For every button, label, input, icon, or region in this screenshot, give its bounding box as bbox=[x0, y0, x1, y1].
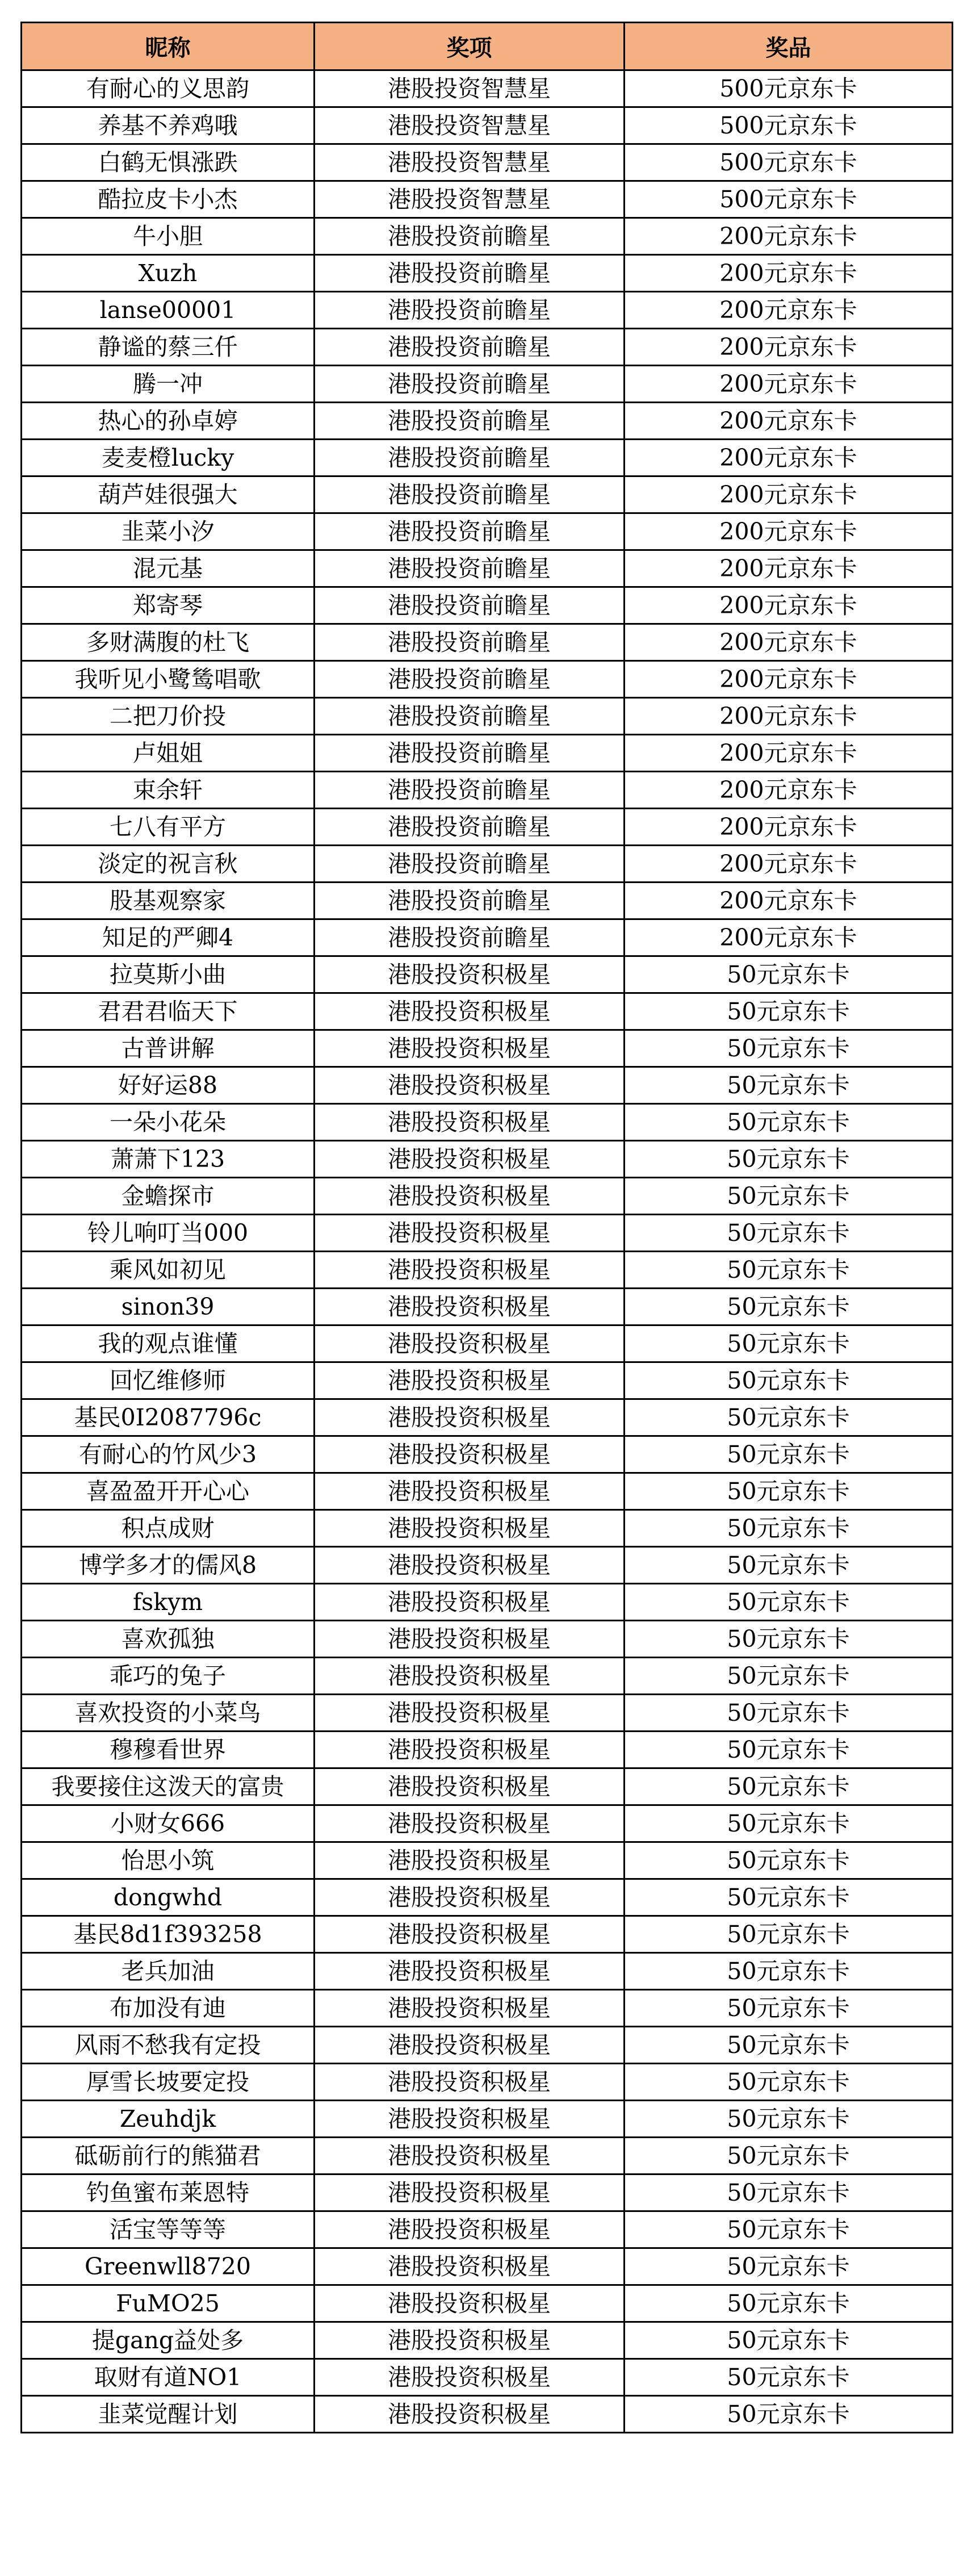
nickname-cell: 束余轩 bbox=[22, 772, 315, 809]
award-cell: 港股投资积极星 bbox=[315, 1805, 625, 1842]
nickname-cell: 古普讲解 bbox=[22, 1030, 315, 1067]
nickname-cell: 喜欢孤独 bbox=[22, 1621, 315, 1658]
award-cell: 港股投资积极星 bbox=[315, 1953, 625, 1990]
nickname-cell: 金蟾探市 bbox=[22, 1178, 315, 1215]
award-cell: 港股投资积极星 bbox=[315, 1768, 625, 1805]
nickname-cell: 布加没有迪 bbox=[22, 1990, 315, 2027]
nickname-cell: 郑寄琴 bbox=[22, 587, 315, 624]
nickname-cell: 老兵加油 bbox=[22, 1953, 315, 1990]
nickname-cell: lanse00001 bbox=[22, 292, 315, 329]
prize-cell: 50元京东卡 bbox=[625, 2359, 953, 2396]
table-row bbox=[22, 587, 953, 624]
award-cell: 港股投资积极星 bbox=[315, 2211, 625, 2248]
table-body bbox=[22, 70, 953, 2433]
nickname-cell: 二把刀价投 bbox=[22, 698, 315, 735]
nickname-cell: 韭菜觉醒计划 bbox=[22, 2396, 315, 2433]
nickname-cell: 酷拉皮卡小杰 bbox=[22, 181, 315, 218]
header-nickname: 昵称 bbox=[22, 23, 315, 70]
nickname-cell: 股基观察家 bbox=[22, 883, 315, 919]
table-row bbox=[22, 772, 953, 809]
nickname-cell: 取财有道NO1 bbox=[22, 2359, 315, 2396]
award-cell: 港股投资积极星 bbox=[315, 1399, 625, 1436]
award-cell: 港股投资积极星 bbox=[315, 1732, 625, 1768]
prize-cell: 200元京东卡 bbox=[625, 440, 953, 476]
award-cell: 港股投资积极星 bbox=[315, 956, 625, 993]
prize-cell: 200元京东卡 bbox=[625, 846, 953, 883]
award-cell: 港股投资积极星 bbox=[315, 1695, 625, 1732]
prize-cell: 200元京东卡 bbox=[625, 550, 953, 587]
header-prize: 奖品 bbox=[625, 23, 953, 70]
prize-cell: 50元京东卡 bbox=[625, 1842, 953, 1879]
award-cell: 港股投资积极星 bbox=[315, 993, 625, 1030]
prize-cell: 50元京东卡 bbox=[625, 1953, 953, 1990]
nickname-cell: FuMO25 bbox=[22, 2285, 315, 2322]
nickname-cell: dongwhd bbox=[22, 1879, 315, 1916]
award-cell: 港股投资前瞻星 bbox=[315, 809, 625, 846]
table-row bbox=[22, 1805, 953, 1842]
award-cell: 港股投资积极星 bbox=[315, 1178, 625, 1215]
award-cell: 港股投资积极星 bbox=[315, 1658, 625, 1695]
prize-cell: 50元京东卡 bbox=[625, 1658, 953, 1695]
prize-cell: 200元京东卡 bbox=[625, 698, 953, 735]
prize-cell: 200元京东卡 bbox=[625, 883, 953, 919]
award-cell: 港股投资积极星 bbox=[315, 1325, 625, 1362]
award-cell: 港股投资前瞻星 bbox=[315, 846, 625, 883]
table-row bbox=[22, 1732, 953, 1768]
nickname-cell: 知足的严卿4 bbox=[22, 919, 315, 956]
table-row bbox=[22, 1953, 953, 1990]
nickname-cell: Greenwll8720 bbox=[22, 2248, 315, 2285]
table-row bbox=[22, 1067, 953, 1104]
nickname-cell: 多财满腹的杜飞 bbox=[22, 624, 315, 661]
prize-cell: 50元京东卡 bbox=[625, 1695, 953, 1732]
nickname-cell: 厚雪长坡要定投 bbox=[22, 2064, 315, 2101]
prize-cell: 50元京东卡 bbox=[625, 1584, 953, 1621]
prize-cell: 50元京东卡 bbox=[625, 2027, 953, 2064]
nickname-cell: 基民8d1f393258 bbox=[22, 1916, 315, 1953]
header-row bbox=[22, 23, 953, 70]
nickname-cell: 葫芦娃很强大 bbox=[22, 476, 315, 513]
nickname-cell: 白鹤无惧涨跌 bbox=[22, 144, 315, 181]
table-row bbox=[22, 550, 953, 587]
table-row bbox=[22, 1695, 953, 1732]
table-row bbox=[22, 846, 953, 883]
prize-cell: 50元京东卡 bbox=[625, 2248, 953, 2285]
table-row bbox=[22, 1916, 953, 1953]
prize-cell: 200元京东卡 bbox=[625, 624, 953, 661]
nickname-cell: 提gang益处多 bbox=[22, 2322, 315, 2359]
award-cell: 港股投资积极星 bbox=[315, 2248, 625, 2285]
nickname-cell: 基民0I2087796c bbox=[22, 1399, 315, 1436]
table-row bbox=[22, 2174, 953, 2211]
nickname-cell: 养基不养鸡哦 bbox=[22, 107, 315, 144]
award-cell: 港股投资积极星 bbox=[315, 2064, 625, 2101]
prize-cell: 50元京东卡 bbox=[625, 1362, 953, 1399]
prize-cell: 50元京东卡 bbox=[625, 2064, 953, 2101]
nickname-cell: 我要接住这泼天的富贵 bbox=[22, 1768, 315, 1805]
award-cell: 港股投资积极星 bbox=[315, 1067, 625, 1104]
nickname-cell: 有耐心的义思韵 bbox=[22, 70, 315, 107]
table-row bbox=[22, 1436, 953, 1473]
nickname-cell: 热心的孙卓婷 bbox=[22, 403, 315, 440]
prize-cell: 50元京东卡 bbox=[625, 1252, 953, 1289]
award-cell: 港股投资前瞻星 bbox=[315, 587, 625, 624]
prize-cell: 50元京东卡 bbox=[625, 1621, 953, 1658]
winners-table bbox=[20, 22, 953, 2433]
table-row bbox=[22, 1178, 953, 1215]
table-row bbox=[22, 1252, 953, 1289]
nickname-cell: 怡思小筑 bbox=[22, 1842, 315, 1879]
table-row bbox=[22, 993, 953, 1030]
table-row bbox=[22, 809, 953, 846]
table-row bbox=[22, 218, 953, 255]
nickname-cell: 麦麦橙lucky bbox=[22, 440, 315, 476]
prize-cell: 200元京东卡 bbox=[625, 218, 953, 255]
award-cell: 港股投资前瞻星 bbox=[315, 772, 625, 809]
nickname-cell: 铃儿响叮当000 bbox=[22, 1215, 315, 1252]
table-row bbox=[22, 440, 953, 476]
table-row bbox=[22, 513, 953, 550]
prize-cell: 50元京东卡 bbox=[625, 2101, 953, 2138]
award-cell: 港股投资前瞻星 bbox=[315, 883, 625, 919]
table-header bbox=[22, 23, 953, 70]
prize-cell: 50元京东卡 bbox=[625, 1768, 953, 1805]
table-row bbox=[22, 329, 953, 366]
award-cell: 港股投资积极星 bbox=[315, 2359, 625, 2396]
award-cell: 港股投资积极星 bbox=[315, 1621, 625, 1658]
prize-cell: 50元京东卡 bbox=[625, 2396, 953, 2433]
nickname-cell: 风雨不愁我有定投 bbox=[22, 2027, 315, 2064]
award-cell: 港股投资前瞻星 bbox=[315, 698, 625, 735]
prize-cell: 50元京东卡 bbox=[625, 1215, 953, 1252]
prize-cell: 50元京东卡 bbox=[625, 1990, 953, 2027]
award-cell: 港股投资前瞻星 bbox=[315, 440, 625, 476]
prize-cell: 50元京东卡 bbox=[625, 1104, 953, 1141]
award-cell: 港股投资积极星 bbox=[315, 2322, 625, 2359]
award-cell: 港股投资积极星 bbox=[315, 1289, 625, 1325]
table-row bbox=[22, 366, 953, 403]
prize-cell: 50元京东卡 bbox=[625, 1510, 953, 1547]
award-cell: 港股投资前瞻星 bbox=[315, 292, 625, 329]
table-row bbox=[22, 1584, 953, 1621]
table-row bbox=[22, 1399, 953, 1436]
nickname-cell: 牛小胆 bbox=[22, 218, 315, 255]
prize-cell: 50元京东卡 bbox=[625, 1399, 953, 1436]
prize-cell: 50元京东卡 bbox=[625, 1030, 953, 1067]
nickname-cell: Xuzh bbox=[22, 255, 315, 292]
nickname-cell: 我听见小鹭鸶唱歌 bbox=[22, 661, 315, 698]
table-row bbox=[22, 2101, 953, 2138]
award-cell: 港股投资智慧星 bbox=[315, 181, 625, 218]
award-cell: 港股投资积极星 bbox=[315, 1473, 625, 1510]
nickname-cell: 钓鱼蜜布莱恩特 bbox=[22, 2174, 315, 2211]
prize-cell: 200元京东卡 bbox=[625, 661, 953, 698]
prize-cell: 50元京东卡 bbox=[625, 2322, 953, 2359]
table-row bbox=[22, 956, 953, 993]
nickname-cell: 我的观点谁懂 bbox=[22, 1325, 315, 1362]
nickname-cell: 萧萧下123 bbox=[22, 1141, 315, 1178]
prize-cell: 50元京东卡 bbox=[625, 2138, 953, 2174]
table-row bbox=[22, 698, 953, 735]
prize-cell: 50元京东卡 bbox=[625, 956, 953, 993]
award-cell: 港股投资积极星 bbox=[315, 2101, 625, 2138]
award-cell: 港股投资积极星 bbox=[315, 1510, 625, 1547]
award-cell: 港股投资积极星 bbox=[315, 1842, 625, 1879]
prize-cell: 500元京东卡 bbox=[625, 70, 953, 107]
award-cell: 港股投资前瞻星 bbox=[315, 661, 625, 698]
award-cell: 港股投资智慧星 bbox=[315, 70, 625, 107]
award-cell: 港股投资前瞻星 bbox=[315, 255, 625, 292]
prize-cell: 200元京东卡 bbox=[625, 513, 953, 550]
award-cell: 港股投资积极星 bbox=[315, 1879, 625, 1916]
table-row bbox=[22, 2396, 953, 2433]
table-row bbox=[22, 107, 953, 144]
award-cell: 港股投资积极星 bbox=[315, 1030, 625, 1067]
nickname-cell: 静谧的蔡三仟 bbox=[22, 329, 315, 366]
prize-cell: 200元京东卡 bbox=[625, 366, 953, 403]
table-row bbox=[22, 919, 953, 956]
prize-cell: 50元京东卡 bbox=[625, 1325, 953, 1362]
table-row bbox=[22, 2027, 953, 2064]
prize-cell: 200元京东卡 bbox=[625, 735, 953, 772]
table-row bbox=[22, 661, 953, 698]
table-row bbox=[22, 1473, 953, 1510]
table-row bbox=[22, 1104, 953, 1141]
prize-cell: 50元京东卡 bbox=[625, 1067, 953, 1104]
nickname-cell: 好好运88 bbox=[22, 1067, 315, 1104]
nickname-cell: 拉莫斯小曲 bbox=[22, 956, 315, 993]
table-row bbox=[22, 883, 953, 919]
table-row bbox=[22, 1768, 953, 1805]
nickname-cell: 混元基 bbox=[22, 550, 315, 587]
nickname-cell: 乘风如初见 bbox=[22, 1252, 315, 1289]
nickname-cell: sinon39 bbox=[22, 1289, 315, 1325]
nickname-cell: 君君君临天下 bbox=[22, 993, 315, 1030]
award-cell: 港股投资积极星 bbox=[315, 1141, 625, 1178]
nickname-cell: 穆穆看世界 bbox=[22, 1732, 315, 1768]
award-cell: 港股投资积极星 bbox=[315, 1252, 625, 1289]
table-row bbox=[22, 1362, 953, 1399]
prize-cell: 50元京东卡 bbox=[625, 1289, 953, 1325]
award-cell: 港股投资前瞻星 bbox=[315, 513, 625, 550]
nickname-cell: fskym bbox=[22, 1584, 315, 1621]
award-cell: 港股投资积极星 bbox=[315, 1916, 625, 1953]
table-row bbox=[22, 1510, 953, 1547]
prize-cell: 50元京东卡 bbox=[625, 1141, 953, 1178]
table-row bbox=[22, 476, 953, 513]
table-row bbox=[22, 2322, 953, 2359]
nickname-cell: 韭菜小汐 bbox=[22, 513, 315, 550]
award-cell: 港股投资积极星 bbox=[315, 2285, 625, 2322]
award-cell: 港股投资积极星 bbox=[315, 1547, 625, 1584]
table-row bbox=[22, 403, 953, 440]
header-award: 奖项 bbox=[315, 23, 625, 70]
award-cell: 港股投资积极星 bbox=[315, 1990, 625, 2027]
prize-cell: 200元京东卡 bbox=[625, 772, 953, 809]
nickname-cell: 一朵小花朵 bbox=[22, 1104, 315, 1141]
nickname-cell: 七八有平方 bbox=[22, 809, 315, 846]
prize-cell: 50元京东卡 bbox=[625, 1547, 953, 1584]
nickname-cell: 砥砺前行的熊猫君 bbox=[22, 2138, 315, 2174]
table-row bbox=[22, 1289, 953, 1325]
prize-cell: 500元京东卡 bbox=[625, 144, 953, 181]
award-cell: 港股投资积极星 bbox=[315, 1215, 625, 1252]
prize-cell: 200元京东卡 bbox=[625, 329, 953, 366]
nickname-cell: 小财女666 bbox=[22, 1805, 315, 1842]
prize-cell: 500元京东卡 bbox=[625, 107, 953, 144]
table-row bbox=[22, 1990, 953, 2027]
prize-cell: 200元京东卡 bbox=[625, 919, 953, 956]
award-cell: 港股投资积极星 bbox=[315, 1584, 625, 1621]
nickname-cell: 喜欢投资的小菜鸟 bbox=[22, 1695, 315, 1732]
prize-cell: 200元京东卡 bbox=[625, 255, 953, 292]
award-cell: 港股投资前瞻星 bbox=[315, 218, 625, 255]
prize-cell: 200元京东卡 bbox=[625, 403, 953, 440]
nickname-cell: 活宝等等等 bbox=[22, 2211, 315, 2248]
nickname-cell: Zeuhdjk bbox=[22, 2101, 315, 2138]
prize-cell: 200元京东卡 bbox=[625, 587, 953, 624]
table-row bbox=[22, 2138, 953, 2174]
award-cell: 港股投资前瞻星 bbox=[315, 366, 625, 403]
table-row bbox=[22, 1030, 953, 1067]
prize-cell: 500元京东卡 bbox=[625, 181, 953, 218]
table-row bbox=[22, 735, 953, 772]
award-cell: 港股投资前瞻星 bbox=[315, 329, 625, 366]
table-row bbox=[22, 1215, 953, 1252]
nickname-cell: 乖巧的兔子 bbox=[22, 1658, 315, 1695]
table-row bbox=[22, 2211, 953, 2248]
prize-cell: 200元京东卡 bbox=[625, 476, 953, 513]
table-row bbox=[22, 181, 953, 218]
prize-cell: 50元京东卡 bbox=[625, 1916, 953, 1953]
prize-cell: 50元京东卡 bbox=[625, 1805, 953, 1842]
table-row bbox=[22, 1621, 953, 1658]
prize-cell: 50元京东卡 bbox=[625, 1436, 953, 1473]
nickname-cell: 有耐心的竹风少3 bbox=[22, 1436, 315, 1473]
award-cell: 港股投资智慧星 bbox=[315, 144, 625, 181]
table-row bbox=[22, 70, 953, 107]
award-cell: 港股投资前瞻星 bbox=[315, 735, 625, 772]
table-row bbox=[22, 2285, 953, 2322]
table-row bbox=[22, 1547, 953, 1584]
table-row bbox=[22, 2359, 953, 2396]
prize-cell: 50元京东卡 bbox=[625, 2285, 953, 2322]
award-cell: 港股投资积极星 bbox=[315, 1104, 625, 1141]
award-cell: 港股投资前瞻星 bbox=[315, 624, 625, 661]
award-cell: 港股投资智慧星 bbox=[315, 107, 625, 144]
table-row bbox=[22, 1658, 953, 1695]
table-row bbox=[22, 1141, 953, 1178]
table-row bbox=[22, 1879, 953, 1916]
table-row bbox=[22, 1325, 953, 1362]
table-row bbox=[22, 255, 953, 292]
award-cell: 港股投资前瞻星 bbox=[315, 550, 625, 587]
table-row bbox=[22, 2064, 953, 2101]
nickname-cell: 积点成财 bbox=[22, 1510, 315, 1547]
award-cell: 港股投资积极星 bbox=[315, 2138, 625, 2174]
award-cell: 港股投资积极星 bbox=[315, 2174, 625, 2211]
prize-cell: 200元京东卡 bbox=[625, 292, 953, 329]
table-row bbox=[22, 144, 953, 181]
nickname-cell: 淡定的祝言秋 bbox=[22, 846, 315, 883]
nickname-cell: 博学多才的儒风8 bbox=[22, 1547, 315, 1584]
prize-cell: 50元京东卡 bbox=[625, 1178, 953, 1215]
prize-cell: 50元京东卡 bbox=[625, 2211, 953, 2248]
table-row bbox=[22, 1842, 953, 1879]
nickname-cell: 回忆维修师 bbox=[22, 1362, 315, 1399]
table-row bbox=[22, 292, 953, 329]
prize-cell: 50元京东卡 bbox=[625, 1879, 953, 1916]
award-cell: 港股投资积极星 bbox=[315, 2027, 625, 2064]
prize-cell: 50元京东卡 bbox=[625, 2174, 953, 2211]
prize-cell: 50元京东卡 bbox=[625, 993, 953, 1030]
award-cell: 港股投资积极星 bbox=[315, 1362, 625, 1399]
award-cell: 港股投资前瞻星 bbox=[315, 919, 625, 956]
award-cell: 港股投资前瞻星 bbox=[315, 476, 625, 513]
prize-cell: 50元京东卡 bbox=[625, 1732, 953, 1768]
nickname-cell: 喜盈盈开开心心 bbox=[22, 1473, 315, 1510]
nickname-cell: 卢姐姐 bbox=[22, 735, 315, 772]
table-row bbox=[22, 624, 953, 661]
nickname-cell: 腾一冲 bbox=[22, 366, 315, 403]
prize-cell: 50元京东卡 bbox=[625, 1473, 953, 1510]
table-row bbox=[22, 2248, 953, 2285]
award-cell: 港股投资前瞻星 bbox=[315, 403, 625, 440]
prize-cell: 200元京东卡 bbox=[625, 809, 953, 846]
award-cell: 港股投资积极星 bbox=[315, 1436, 625, 1473]
award-cell: 港股投资积极星 bbox=[315, 2396, 625, 2433]
